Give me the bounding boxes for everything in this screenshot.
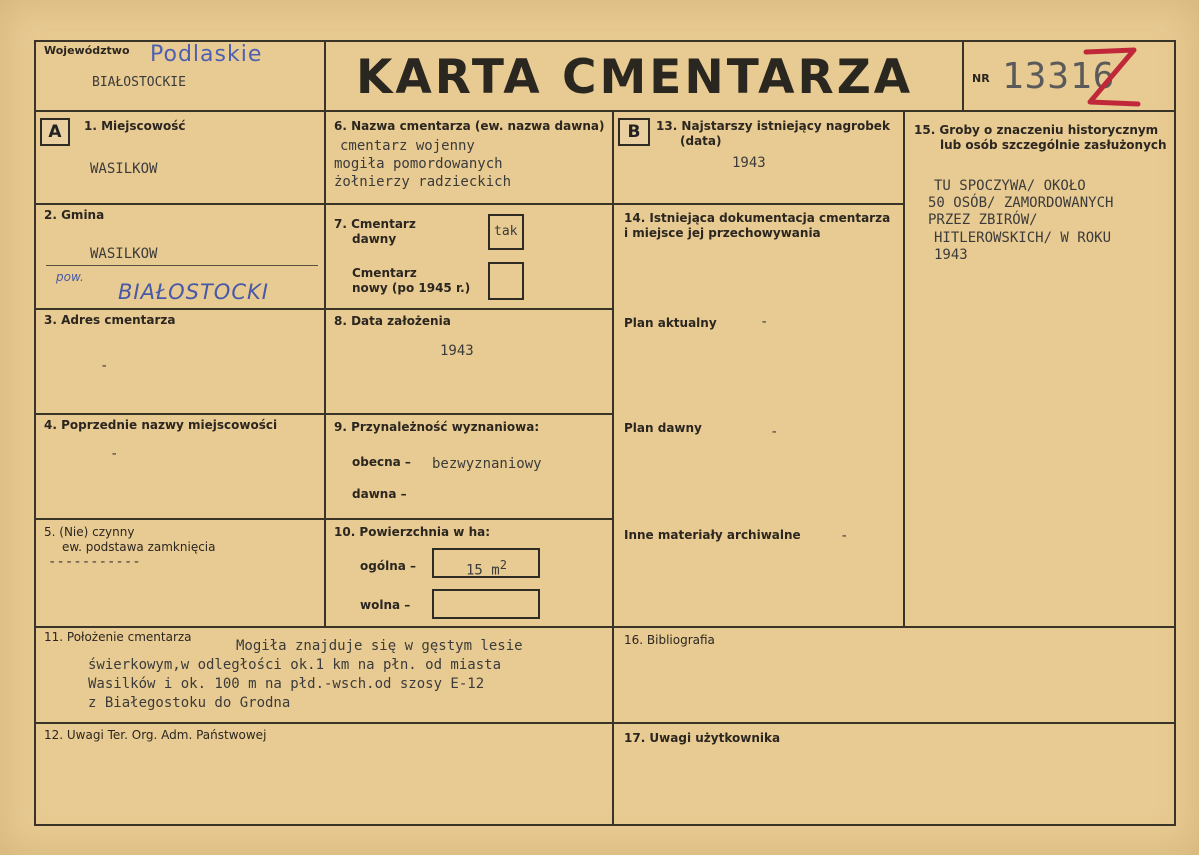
divider xyxy=(34,626,1176,628)
field-11-line: świerkowym,w odległości ok.1 km na płn. od miasta xyxy=(88,657,502,673)
field-9-former-label: dawna – xyxy=(352,487,407,501)
field-11-line: Wasilków i ok. 100 m na płd.-wsch.od szosy E-12 xyxy=(88,676,485,692)
field-6-line: mogiła pomordowanych xyxy=(334,156,503,172)
field-14-plan-current: Plan aktualny xyxy=(624,316,717,330)
field-6-line: cmentarz wojenny xyxy=(340,138,475,154)
field-14-other: Inne materiały archiwalne xyxy=(624,528,801,542)
voivodeship-stamp: Podlaskie xyxy=(150,42,263,67)
card-title: KARTA CMENTARZA xyxy=(356,50,914,105)
field-6-line: żołnierzy radzieckich xyxy=(334,174,512,190)
field-7-old-label-2: dawny xyxy=(352,232,397,246)
field-7-new-label: Cmentarz xyxy=(352,266,417,280)
field-15-line: 1943 xyxy=(934,247,968,263)
divider xyxy=(34,518,614,520)
field-9-current-value: bezwyznaniowy xyxy=(432,456,542,472)
field-15-line: TU SPOCZYWA/ OKOŁO xyxy=(934,178,1086,194)
field-14-plan-old-value: - xyxy=(770,424,779,440)
divider xyxy=(34,203,614,205)
field-10-free-box[interactable] xyxy=(432,589,540,619)
field-14-plan-old: Plan dawny xyxy=(624,421,702,435)
field-13-value: 1943 xyxy=(732,155,766,171)
divider xyxy=(612,203,905,205)
field-14-other-value: - xyxy=(840,528,849,544)
field-2-pow-value: BIAŁOSTOCKI xyxy=(118,280,269,304)
field-10-total-label: ogólna – xyxy=(360,559,417,573)
field-13-label-2: (data) xyxy=(680,134,722,148)
field-15-line: 50 OSÓB/ ZAMORDOWANYCH xyxy=(928,195,1114,211)
field-17-label: 17. Uwagi użytkownika xyxy=(624,731,781,745)
field-14-label: 14. Istniejąca dokumentacja cmentarza xyxy=(624,211,891,225)
field-3-value: - xyxy=(100,358,109,374)
divider xyxy=(324,40,326,110)
field-15-label: 15. Groby o znaczeniu historycznym xyxy=(914,123,1159,137)
field-10-label: 10. Powierzchnia w ha: xyxy=(334,525,491,539)
field-9-current-label: obecna – xyxy=(352,455,411,469)
field-1-label: 1. Miejscowość xyxy=(84,119,186,133)
field-3-label: 3. Adres cmentarza xyxy=(44,313,176,327)
field-7-old-label: 7. Cmentarz xyxy=(334,217,416,231)
field-2-pow-label: pow. xyxy=(56,270,84,284)
divider xyxy=(324,110,326,628)
field-14-label-2: i miejsce jej przechowywania xyxy=(624,226,821,240)
field-5-value: ----------- xyxy=(48,554,141,570)
divider xyxy=(34,413,614,415)
divider xyxy=(612,110,614,826)
field-11-line: Mogiła znajduje się w gęstym lesie xyxy=(236,638,523,654)
divider xyxy=(34,110,1176,112)
number-label: NR xyxy=(972,72,990,85)
frame-right xyxy=(1174,40,1176,826)
field-15-line: HITLEROWSKICH/ W ROKU xyxy=(934,230,1112,246)
field-13-label: 13. Najstarszy istniejący nagrobek xyxy=(656,119,890,133)
field-10-total-value xyxy=(466,557,507,580)
field-10-free-label: wolna – xyxy=(360,598,411,612)
divider xyxy=(903,110,905,628)
field-5-label: 5. (Nie) czynny xyxy=(44,525,135,539)
field-4-label: 4. Poprzednie nazwy miejscowości xyxy=(44,418,278,432)
field-12-label: 12. Uwagi Ter. Org. Adm. Państwowej xyxy=(44,728,267,742)
field-15-label-2: lub osób szczególnie zasłużonych xyxy=(940,138,1167,152)
section-b-marker: B xyxy=(618,118,650,146)
field-2-value: WASILKOW xyxy=(90,246,158,262)
red-letter-mark xyxy=(1080,44,1142,110)
field-9-label: 9. Przynależność wyznaniowa: xyxy=(334,420,540,434)
field-16-label: 16. Bibliografia xyxy=(624,633,715,647)
field-5-label-2: ew. podstawa zamknięcia xyxy=(62,540,216,554)
field-7-new-checkbox[interactable] xyxy=(488,262,524,300)
field-7-new-label-2: nowy (po 1945 r.) xyxy=(352,281,471,295)
frame-left xyxy=(34,40,36,826)
record-number: 13316 xyxy=(1002,56,1116,97)
divider xyxy=(34,308,614,310)
field-11-label: 11. Położenie cmentarza xyxy=(44,630,192,644)
field-2-underline xyxy=(46,265,318,266)
frame-bottom xyxy=(34,824,1176,826)
field-6-label: 6. Nazwa cmentarza (ew. nazwa dawna) xyxy=(334,119,605,133)
field-8-value: 1943 xyxy=(440,343,474,359)
field-7-old-value: tak xyxy=(494,224,518,239)
voivodeship-typed: BIAŁOSTOCKIE xyxy=(92,75,186,90)
divider xyxy=(962,40,964,112)
field-2-label: 2. Gmina xyxy=(44,208,105,222)
divider xyxy=(34,722,1176,724)
field-14-plan-current-value: - xyxy=(760,314,769,330)
voivodeship-label: Województwo xyxy=(44,44,130,57)
field-4-value: - xyxy=(110,446,119,462)
field-15-line: PRZEZ ZBIRÓW/ xyxy=(928,212,1038,228)
section-a-marker: A xyxy=(40,118,70,146)
field-1-value: WASILKOW xyxy=(90,161,158,177)
field-10-total-number: 15 m xyxy=(466,562,500,579)
field-10-total-unit-sup: 2 xyxy=(499,558,507,572)
field-11-line: z Białegostoku do Grodna xyxy=(88,695,291,711)
field-8-label: 8. Data założenia xyxy=(334,314,451,328)
